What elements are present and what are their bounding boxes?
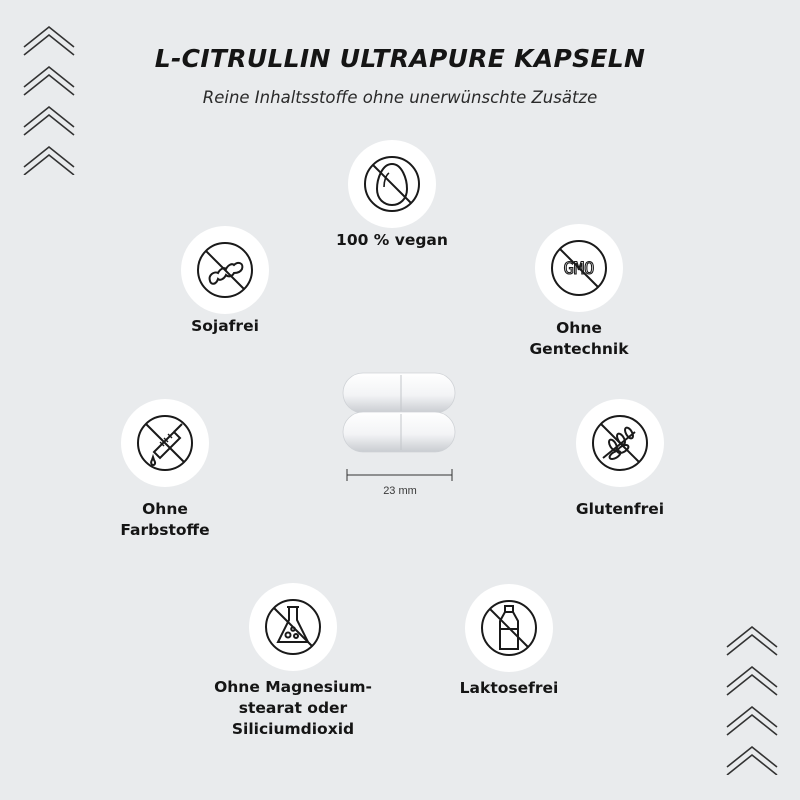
label-line: Ohne Magnesium- (214, 678, 372, 696)
label-line: Siliciumdioxid (231, 720, 355, 738)
feature-badge (181, 226, 269, 314)
label-line: Ohne (556, 319, 602, 337)
feature-badge (249, 583, 337, 671)
dimension-line (347, 469, 452, 481)
label-line: stearat oder (238, 699, 348, 717)
no-flask-icon (258, 592, 328, 662)
no-soy-icon (190, 235, 260, 305)
capsule-bottom (343, 412, 455, 452)
feature-label-lactose: Laktosefrei (459, 679, 559, 697)
feature-badge (576, 399, 664, 487)
feature-badge (121, 399, 209, 487)
no-gmo-icon (544, 233, 614, 303)
feature-label-gluten: Glutenfrei (575, 500, 665, 518)
label-line: Ohne (142, 500, 188, 518)
feature-badge (535, 224, 623, 312)
no-dye-icon (130, 408, 200, 478)
feature-badge (348, 140, 436, 228)
no-egg-icon (357, 149, 427, 219)
feature-badge (465, 584, 553, 672)
feature-label-magnesium (183, 677, 403, 740)
no-milk-bottle-icon (474, 593, 544, 663)
chevron-decoration-bottom-right (725, 625, 785, 775)
feature-label-dyes (55, 499, 275, 541)
label-line: Gentechnik (529, 340, 629, 358)
feature-label-soy: Sojafrei (191, 317, 259, 335)
feature-label-gmo (469, 318, 689, 360)
gmo-icon-text: GMO (563, 259, 595, 279)
no-wheat-icon (585, 408, 655, 478)
capsule-dimension-label: 23 mm (383, 485, 417, 497)
page-subtitle: Reine Inhaltsstoffe ohne unerwünschte Zusätze (202, 88, 598, 107)
capsule-top (343, 373, 455, 413)
page-title: L-CITRULLIN ULTRAPURE KAPSELN (154, 44, 646, 73)
label-line: Farbstoffe (120, 521, 210, 539)
feature-label-vegan: 100 % vegan (336, 231, 448, 249)
